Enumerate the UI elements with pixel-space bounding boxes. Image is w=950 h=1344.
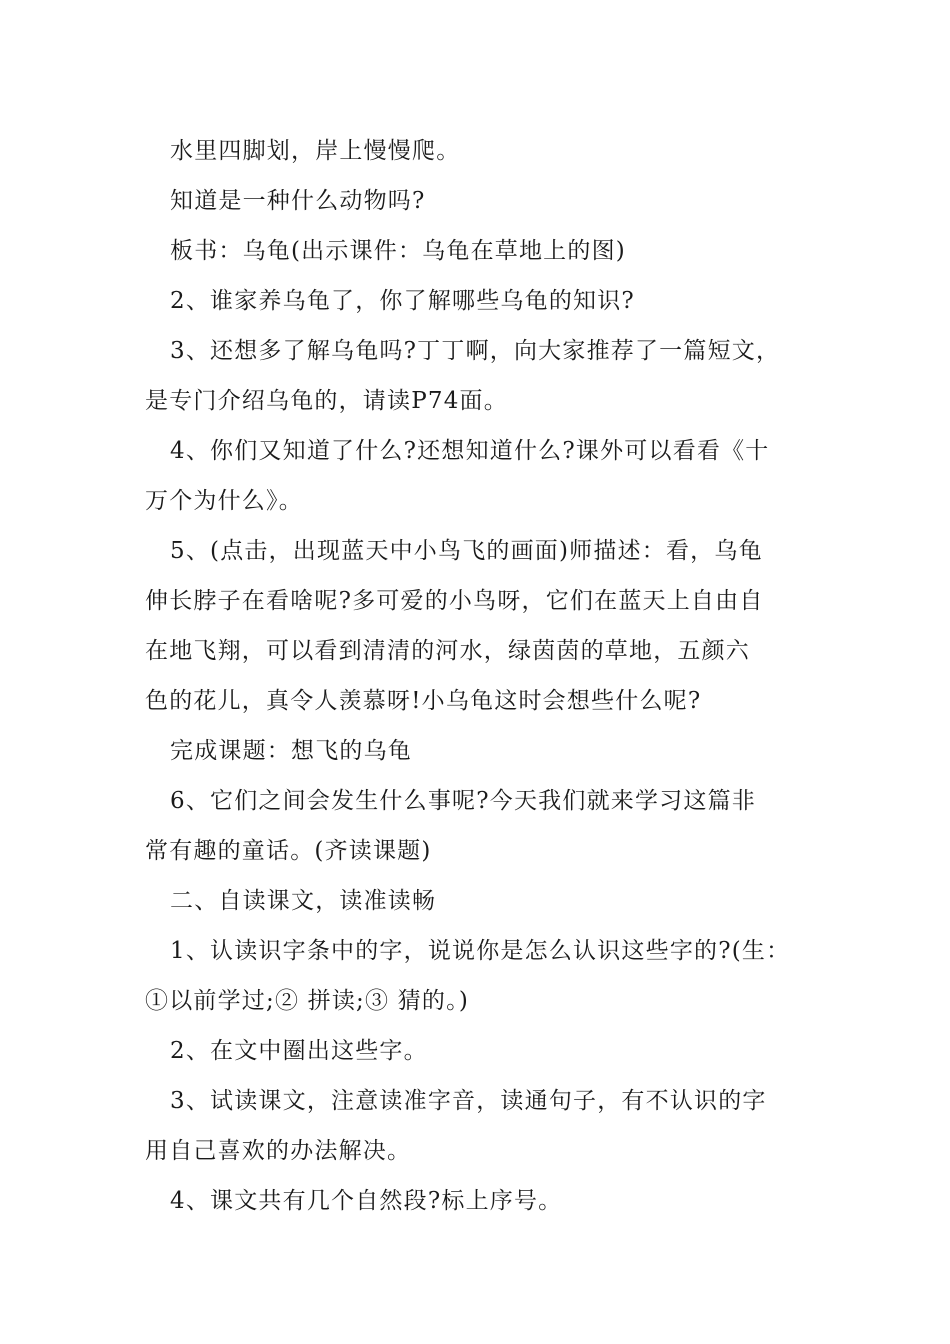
- text-line: 5、(点击，出现蓝天中小鸟飞的画面)师描述：看，乌龟: [170, 538, 763, 564]
- text-line: 色的花儿，真令人羡慕呀!小乌龟这时会想些什么呢?: [145, 688, 702, 714]
- text-line: 4、你们又知道了什么?还想知道什么?课外可以看看《十: [170, 438, 770, 464]
- text-line: 在地飞翔，可以看到清清的河水，绿茵茵的草地，五颜六: [145, 638, 750, 664]
- text-line: 2、谁家养乌龟了，你了解哪些乌龟的知识?: [170, 288, 635, 314]
- text-line: 常有趣的童话。(齐读课题): [145, 838, 432, 864]
- text-line: ①以前学过;② 拼读;③ 猜的。): [145, 988, 469, 1014]
- text-line: 板书：乌龟(出示课件：乌龟在草地上的图): [170, 238, 626, 264]
- text-line: 3、还想多了解乌龟吗?丁丁啊，向大家推荐了一篇短文，: [170, 338, 781, 364]
- text-line: 3、试读课文，注意读准字音，读通句子，有不认识的字: [170, 1088, 767, 1114]
- text-line: 2、在文中圈出这些字。: [170, 1038, 428, 1064]
- text-line: 6、它们之间会发生什么事呢?今天我们就来学习这篇非: [170, 788, 756, 814]
- text-line: 1、认读识字条中的字，说说你是怎么认识这些字的?(生：: [170, 938, 791, 964]
- text-line: 知道是一种什么动物吗?: [170, 188, 426, 214]
- text-line: 万个为什么》。: [145, 488, 303, 514]
- text-line: 伸长脖子在看啥呢?多可爱的小鸟呀，它们在蓝天上自由自: [145, 588, 764, 614]
- text-line: 完成课题：想飞的乌龟: [170, 738, 412, 764]
- text-line: 用自己喜欢的办法解决。: [145, 1138, 412, 1164]
- text-line: 水里四脚划，岸上慢慢爬。: [170, 138, 461, 164]
- text-line: 是专门介绍乌龟的，请读P74面。: [145, 388, 508, 414]
- text-line: 4、课文共有几个自然段?标上序号。: [170, 1188, 563, 1214]
- text-line: 二、自读课文，读准读畅: [170, 888, 437, 914]
